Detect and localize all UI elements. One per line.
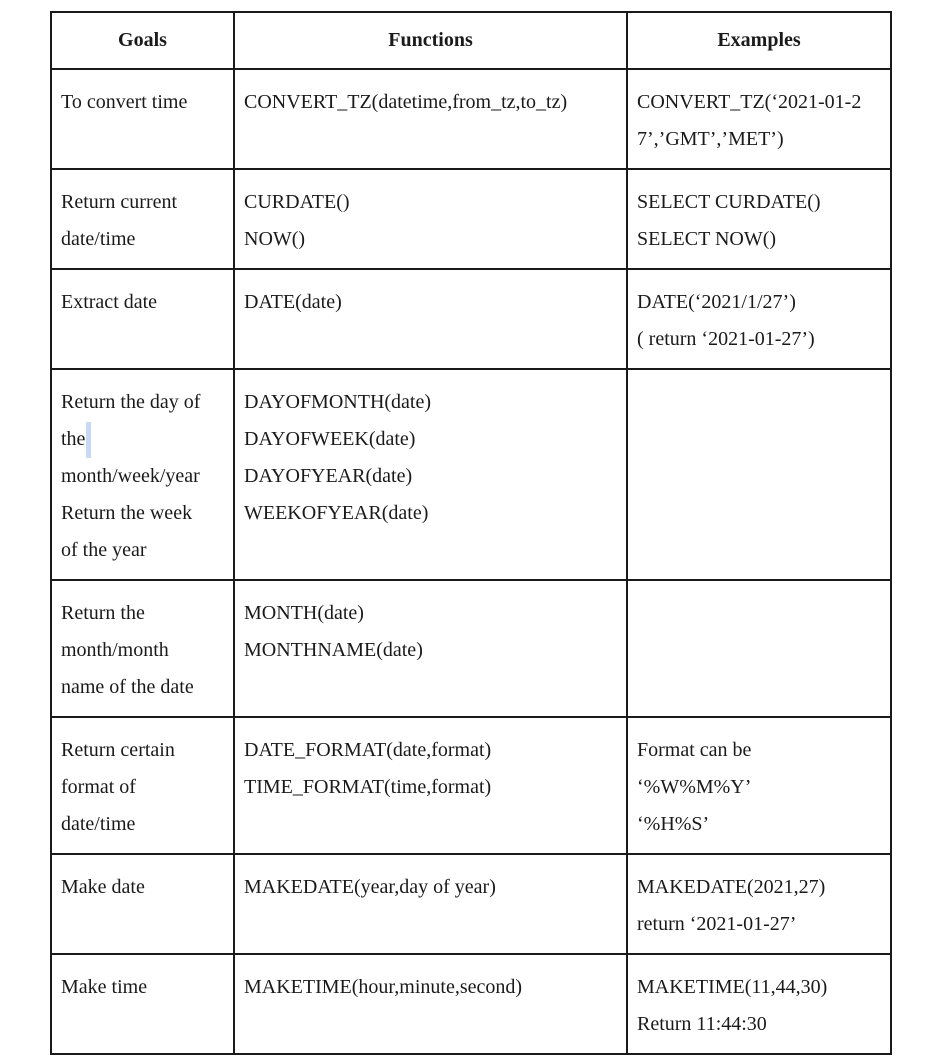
table-row (51, 69, 891, 169)
examples-line: Return 11:44:30 (637, 1013, 767, 1036)
functions-line: CURDATE() (244, 191, 350, 213)
examples-line: ‘%H%S’ (637, 813, 710, 836)
functions-line: MAKEDATE(year,day of year) (244, 876, 496, 899)
functions-line: DAYOFWEEK(date) (244, 428, 416, 450)
functions-cell[interactable] (234, 369, 627, 580)
goal-line: Extract date (61, 291, 158, 313)
goal-cell[interactable] (51, 954, 234, 1054)
goal-line: Return current (61, 191, 178, 213)
goal-line: Return the (61, 602, 145, 625)
goal-line: Make date (61, 876, 145, 899)
goal-line: Return certain (61, 739, 175, 762)
table-row (51, 169, 891, 269)
examples-line: Format can be (637, 739, 752, 762)
examples-line: SELECT NOW() (637, 228, 777, 250)
functions-line: DATE_FORMAT(date,format) (244, 739, 492, 762)
examples-line: MAKETIME(11,44,30) (637, 976, 828, 999)
examples-line: DATE(‘2021/1/27’) (637, 291, 796, 313)
goal-cell[interactable] (51, 169, 234, 269)
functions-cell[interactable] (234, 580, 627, 717)
examples-line: CONVERT_TZ(‘2021-01-2 (637, 91, 862, 113)
goal-cell[interactable] (51, 717, 234, 854)
goal-line: month/week/year (61, 465, 200, 488)
functions-line: DAYOFMONTH(date) (244, 391, 432, 413)
goal-line: date/time (61, 228, 136, 250)
header-functions: Functions (234, 12, 627, 69)
examples-cell[interactable] (627, 69, 891, 169)
functions-cell[interactable] (234, 269, 627, 369)
examples-cell[interactable] (627, 954, 891, 1054)
functions-cell[interactable] (234, 69, 627, 169)
functions-cell[interactable] (234, 954, 627, 1054)
functions-line: DAYOFYEAR(date) (244, 465, 413, 487)
goal-cell[interactable] (51, 69, 234, 169)
functions-line: WEEKOFYEAR(date) (244, 502, 429, 524)
functions-line: DATE(date) (244, 291, 342, 313)
table-row (51, 269, 891, 369)
functions-line: TIME_FORMAT(time,format) (244, 776, 492, 799)
table-row (51, 580, 891, 717)
table-row (51, 854, 891, 954)
examples-line: ‘%W%M%Y’ (637, 776, 752, 799)
examples-cell[interactable] (627, 717, 891, 854)
examples-line: MAKEDATE(2021,27) (637, 876, 826, 899)
goal-cell[interactable] (51, 269, 234, 369)
text-cursor (86, 422, 91, 458)
functions-cell[interactable] (234, 717, 627, 854)
examples-cell[interactable] (627, 369, 891, 580)
functions-line: MONTH(date) (244, 602, 364, 625)
functions-line: NOW() (244, 228, 306, 250)
examples-line: ( return ‘2021-01-27’) (637, 328, 815, 350)
goal-line: name of the date (61, 676, 194, 699)
goal-cell[interactable] (51, 580, 234, 717)
goal-line: of the year (61, 539, 147, 562)
table-row (51, 717, 891, 854)
functions-line: MAKETIME(hour,minute,second) (244, 976, 523, 999)
table-row (51, 369, 891, 580)
goal-line: Return the week (61, 502, 193, 525)
goal-line: Return the day of (61, 391, 201, 413)
functions-line: CONVERT_TZ(datetime,from_tz,to_tz) (244, 91, 568, 113)
examples-cell[interactable] (627, 269, 891, 369)
table-row (51, 954, 891, 1054)
goal-line: month/month (61, 639, 169, 662)
goal-line: the (61, 421, 225, 458)
functions-cell[interactable] (234, 854, 627, 954)
examples-cell[interactable] (627, 854, 891, 954)
header-goals: Goals (51, 12, 234, 69)
examples-cell[interactable] (627, 169, 891, 269)
goal-line: To convert time (61, 91, 188, 113)
goal-line: format of (61, 776, 136, 799)
goal-line: Make time (61, 976, 148, 999)
header-examples: Examples (627, 12, 891, 69)
functions-line: MONTHNAME(date) (244, 639, 423, 662)
goal-line: date/time (61, 813, 136, 836)
date-functions-table (50, 11, 892, 1055)
examples-line: SELECT CURDATE() (637, 191, 821, 213)
goal-cell[interactable] (51, 854, 234, 954)
examples-cell[interactable] (627, 580, 891, 717)
goal-cell[interactable] (51, 369, 234, 580)
functions-cell[interactable] (234, 169, 627, 269)
examples-line: return ‘2021-01-27’ (637, 913, 797, 936)
header-row (51, 12, 891, 69)
examples-line: 7’,’GMT’,’MET’) (637, 128, 784, 150)
